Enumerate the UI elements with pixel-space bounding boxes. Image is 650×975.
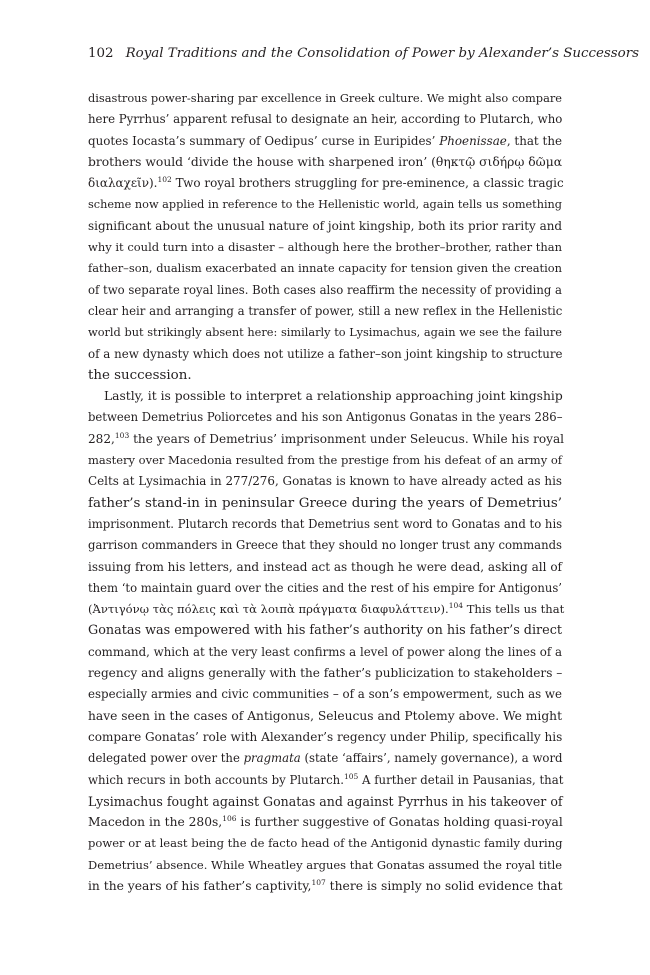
text-line: command, which at the very least confirms a level of power along the lines of a bbox=[88, 644, 562, 659]
text-line: in the years of his father’s captivity,$^{107}$ there is simply no solid evidence that bbox=[88, 877, 563, 893]
text-line: of a new dynasty which does not utilize a father–son joint kingship to structure bbox=[88, 346, 563, 361]
text-line: brothers would ‘divide the house with sharpened iron’ (θηκτῷ σιδήρῳ δῶμα bbox=[88, 154, 563, 169]
text-line: the succession. bbox=[88, 367, 192, 383]
text-line: imprisonment. Plutarch records that Demetrius sent word to Gonatas and to his bbox=[88, 516, 563, 531]
page-number: 102 bbox=[88, 46, 114, 61]
text-line: delegated power over the pragmata (state ‘affairs’, namely governance), a word bbox=[88, 751, 563, 766]
text-line: between Demetrius Poliorcetes and his son Antigonus Gonatas in the years 286– bbox=[88, 410, 563, 425]
text-line: which recurs in both accounts by Plutarch.$^{105}$ A further detail in Pausanias, that bbox=[88, 771, 564, 787]
text-line: of two separate royal lines. Both cases also reaffirm the necessity of providing a bbox=[88, 282, 562, 297]
footnote-marker: 106 bbox=[222, 814, 237, 824]
text-line: have seen in the cases of Antigonus, Seleucus and Ptolemy above. We might bbox=[88, 708, 562, 723]
footnote-marker: 102 bbox=[157, 175, 172, 185]
text-line: mastery over Macedonia resulted from the prestige from his defeat of an army of bbox=[88, 453, 562, 468]
text-line: Lastly, it is possible to interpret a relationship approaching joint kingship bbox=[104, 389, 563, 404]
footnote-marker: 104 bbox=[448, 601, 464, 611]
running-header bbox=[88, 44, 640, 64]
text-line: 282,$^{103}$ the years of Demetrius’ imprisonment under Seleucus. While his royal bbox=[88, 430, 565, 446]
text-line: significant about the unusual nature of joint kingship, both its prior rarity and bbox=[88, 218, 563, 233]
italic-title: Phoenissae bbox=[439, 133, 507, 148]
text-line: Lysimachus fought against Gonatas and against Pyrrhus in his takeover of bbox=[88, 793, 563, 809]
text-line: garrison commanders in Greece that they should no longer trust any commands bbox=[88, 538, 562, 553]
text-line: regency and aligns generally with the father’s publicization to stakeholders – bbox=[88, 666, 563, 681]
italic-term: pragmata bbox=[243, 751, 301, 766]
text-line: (Ἀντιγόνῳ τὰς πόλεις καὶ τὰ λοιπὰ πράγματα διαφυλάττειν).$^{104}$ This tells us that bbox=[88, 601, 565, 617]
text-line: them ‘to maintain guard over the cities and the rest of his empire for Antigonus’ bbox=[88, 580, 563, 595]
text-line: Macedon in the 280s,$^{106}$ is further suggestive of Gonatas holding quasi-royal bbox=[88, 814, 563, 830]
footnote-marker: 107 bbox=[311, 877, 326, 887]
text-line: issuing from his letters, and instead act as though he were dead, asking all of bbox=[88, 559, 562, 574]
text-line: world but strikingly absent here: similarly to Lysimachus, again we see the failure bbox=[88, 325, 562, 340]
footnote-marker: 103 bbox=[114, 430, 130, 440]
text-line: disastrous power-sharing par excellence in Greek culture. We might also compare bbox=[88, 91, 562, 105]
text-line: father–son, dualism exacerbated an innate capacity for tension given the creation bbox=[88, 261, 562, 276]
body-text bbox=[88, 88, 565, 897]
text-line: here Pyrrhus’ apparent refusal to designate an heir, according to Plutarch, who bbox=[88, 112, 563, 127]
text-line: clear heir and arranging a transfer of power, still a new reflex in the Hellenistic bbox=[88, 303, 563, 318]
text-line: Demetrius’ absence. While Wheatley argues that Gonatas assumed the royal title bbox=[88, 857, 563, 872]
text-line: Celts at Lysimachia in 277/276, Gonatas is known to have already acted as his bbox=[88, 474, 562, 489]
text-line: διαλαχεῖν).$^{102}$ Two royal brothers struggling for pre-eminence, a classic tragic bbox=[88, 175, 564, 191]
text-line: quotes Iocasta’s summary of Oedipus’ curse in Euripides’ Phoenissae, that the bbox=[88, 133, 562, 148]
text-line: Gonatas was empowered with his father’s authority on his father’s direct bbox=[88, 623, 562, 639]
text-line: scheme now applied in reference to the Hellenistic world, again tells us something bbox=[88, 198, 562, 212]
footnote-marker: 105 bbox=[343, 771, 359, 781]
text-line: father’s stand-in in peninsular Greece during the years of Demetrius’ bbox=[88, 495, 562, 511]
text-line: power or at least being the de facto head of the Antigonid dynastic family during bbox=[88, 836, 563, 851]
running-title: Royal Traditions and the Consolidation of Power by Alexander’s Successors bbox=[125, 46, 640, 61]
text-line: especially armies and civic communities – of a son’s empowerment, such as we bbox=[88, 687, 562, 702]
text-line: compare Gonatas’ role with Alexander’s regency under Philip, specifically his bbox=[88, 729, 563, 744]
text-line: why it could turn into a disaster – although here the brother–brother, rather than bbox=[88, 240, 562, 255]
